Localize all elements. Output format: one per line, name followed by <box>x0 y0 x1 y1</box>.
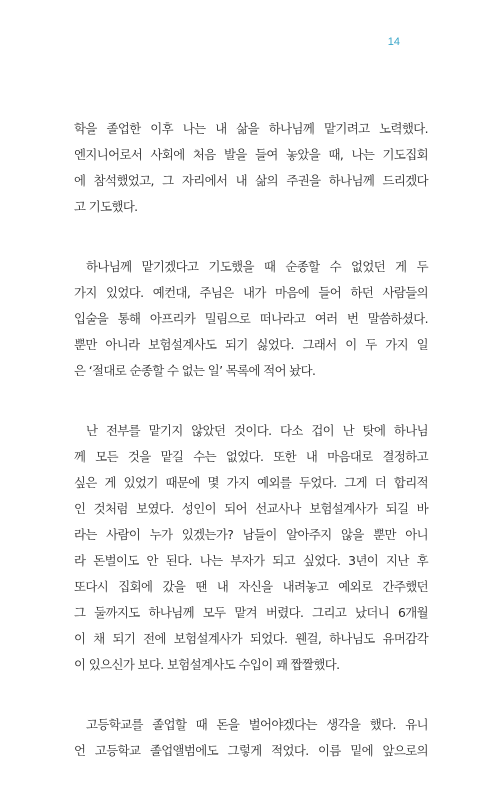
text-line: 인 것처럼 보였다. 성인이 되어 선교사나 보험설계사가 되길 바 <box>74 501 428 516</box>
paragraph-2 <box>74 254 428 384</box>
text-line: 뿐만 아니라 보험설계사도 되기 싫었다. 그래서 이 두 가지 일 <box>74 337 428 352</box>
text-line: 학을 졸업한 이후 나는 내 삶을 하나님께 맡기려고 노력했다. <box>74 121 428 136</box>
paragraph-3 <box>74 418 428 678</box>
body-text <box>74 116 428 798</box>
text-line: 고등학교를 졸업할 때 돈을 벌어야겠다는 생각을 했다. 유니 <box>86 717 428 732</box>
page-number: 14 <box>387 36 400 48</box>
text-line: 싶은 게 있었기 때문에 몇 가지 예외를 두었다. 그게 더 합리적 <box>74 475 428 490</box>
text-line: 그 둘까지도 하나님께 모두 맡겨 버렸다. 그리고 났더니 6개월 <box>74 605 428 620</box>
paragraph-4 <box>74 712 428 764</box>
text-line: 에 참석했었고, 그 자리에서 내 삶의 주권을 하나님께 드리겠다 <box>74 173 428 188</box>
text-line: 언 고등학교 졸업앨범에도 그렇게 적었다. 이름 밑에 앞으로의 <box>74 743 428 758</box>
text-line: 난 전부를 맡기지 않았던 것이다. 다소 겁이 난 탓에 하나님 <box>86 423 428 438</box>
text-line: 입술을 통해 아프리카 밀림으로 떠나라고 여러 번 말씀하셨다. <box>74 311 428 326</box>
text-line: 가지 있었다. 예컨대, 주님은 내가 마음에 들어 하던 사람들의 <box>74 285 428 300</box>
text-line: 라는 사람이 누가 있겠는가? 남들이 알아주지 않을 뿐만 아니 <box>74 527 428 542</box>
text-line: 은 ‘절대로 순종할 수 없는 일’ 목록에 적어 놨다. <box>74 363 316 378</box>
text-line: 또다시 집회에 갔을 땐 내 자신을 내려놓고 예외로 간주했던 <box>74 579 428 594</box>
paragraph-1 <box>74 116 428 220</box>
text-line: 라 돈벌이도 안 된다. 나는 부자가 되고 싶었다. 3년이 지난 후 <box>74 553 428 568</box>
text-line: 께 모든 것을 맡길 수는 없었다. 또한 내 마음대로 결정하고 <box>74 449 428 464</box>
text-line: 고 기도했다. <box>74 199 138 214</box>
text-line: 이 채 되기 전에 보험설계사가 되었다. 웬걸, 하나님도 유머감각 <box>74 631 428 646</box>
text-line: 하나님께 맡기겠다고 기도했을 때 순종할 수 없었던 게 두 <box>86 259 428 274</box>
text-line: 이 있으신가 보다. 보험설계사도 수입이 꽤 짭짤했다. <box>74 657 340 672</box>
text-line: 엔지니어로서 사회에 처음 발을 들여 놓았을 때, 나는 기도집회 <box>74 147 428 162</box>
